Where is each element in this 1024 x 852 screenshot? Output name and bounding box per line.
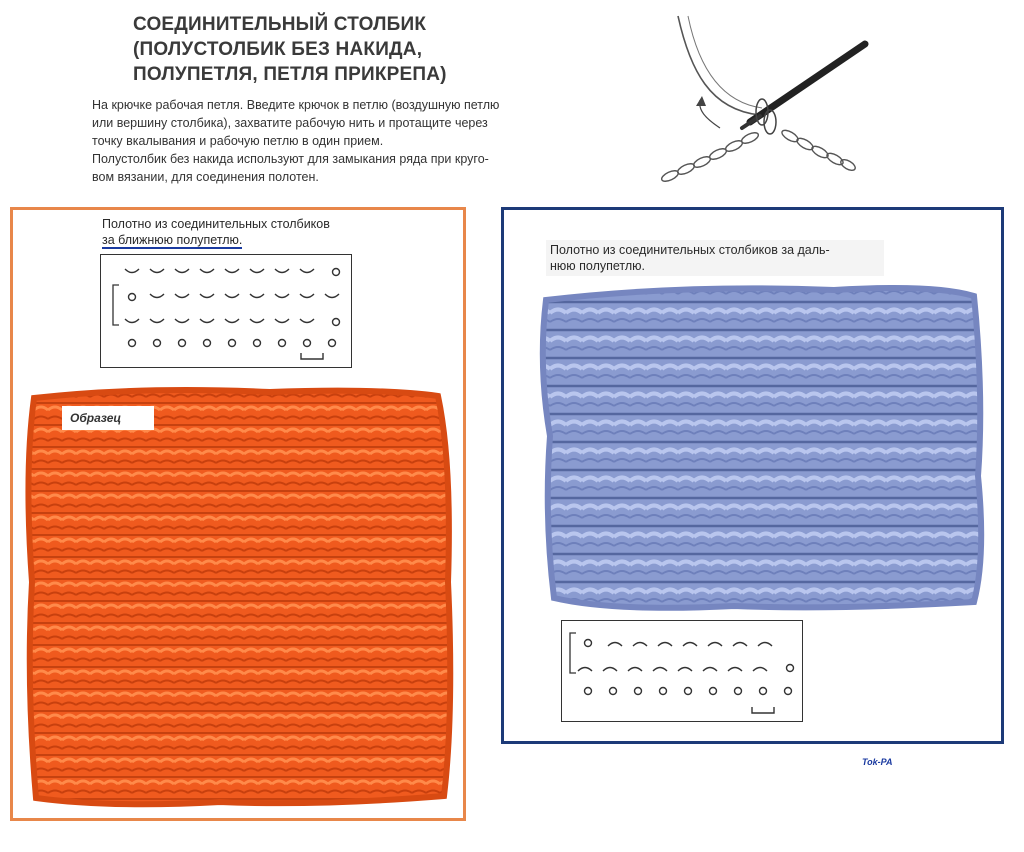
far-loop-caption-line-2: нюю полупетлю. xyxy=(550,259,646,273)
far-loop-stitch-diagram xyxy=(561,620,803,722)
title-line-1: СОЕДИНИТЕЛЬНЫЙ СТОЛБИК xyxy=(133,14,427,35)
near-loop-caption-line-2 xyxy=(102,232,330,248)
far-loop-caption xyxy=(546,240,884,276)
blue-knitted-swatch xyxy=(534,276,990,616)
far-loop-caption-line-1: Полотно из соединительных столбиков за даль- xyxy=(550,243,830,257)
title-line-2: (ПОЛУСТОЛБИК БЕЗ НАКИДА, xyxy=(133,39,423,60)
intro-text xyxy=(92,96,582,186)
intro-line: точку вкалывания и рабочую петлю в один прием. xyxy=(92,134,384,148)
page-title xyxy=(133,12,553,87)
intro-line: или вершину столбика), захватите рабочую нить и протащите через xyxy=(92,116,488,130)
intro-line: вом вязании, для соединения полотен. xyxy=(92,170,319,184)
near-loop-stitch-diagram xyxy=(100,254,352,368)
orange-knitted-swatch xyxy=(20,382,460,812)
intro-line: На крючке рабочая петля. Введите крючок в петлю (воздушную петлю xyxy=(92,98,500,112)
near-loop-caption-line-1: Полотно из соединительных столбиков xyxy=(102,217,330,231)
sample-label: Образец xyxy=(62,406,154,430)
near-loop-caption xyxy=(102,216,330,248)
signature: Tok-PA xyxy=(862,757,893,767)
near-loop-caption-underlined: за ближнюю полупетлю. xyxy=(102,233,243,247)
title-line-3: ПОЛУПЕТЛЯ, ПЕТЛЯ ПРИКРЕПА) xyxy=(133,64,447,85)
crochet-hook-illustration xyxy=(650,10,880,190)
intro-line: Полустолбик без накида используют для замыкания ряда при круго- xyxy=(92,152,489,166)
